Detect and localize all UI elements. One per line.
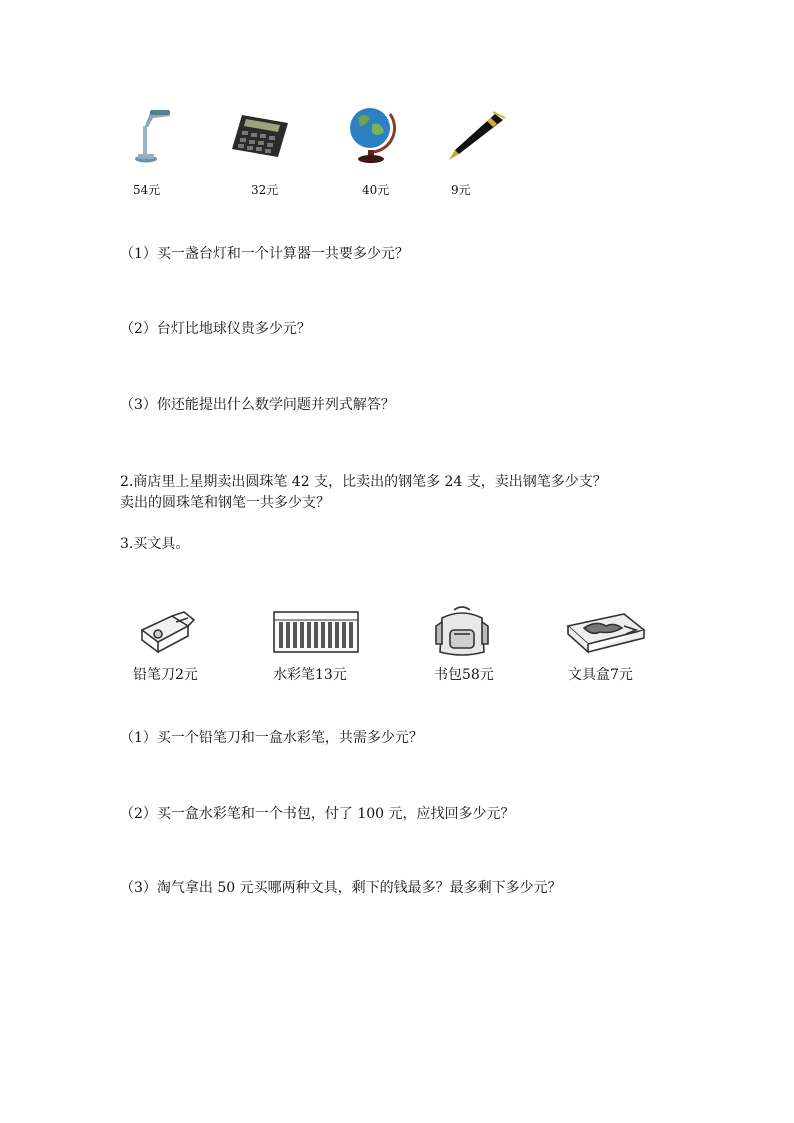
calculator-icon <box>230 113 290 159</box>
desk-lamp-icon <box>130 108 172 164</box>
label-pencil-case: 文具盒7元 <box>568 667 633 683</box>
pencil-case-icon <box>566 612 646 654</box>
price-globe: 40元 <box>362 183 390 197</box>
pencil-sharpener-icon <box>138 608 196 654</box>
problem-3-title: 3.买文具。 <box>120 536 190 552</box>
problem-2-line2: 卖出的圆珠笔和钢笔一共多少支？ <box>120 495 330 511</box>
problem-2-line1: 2.商店里上星期卖出圆珠笔 42 支，比卖出的钢笔多 24 支，卖出钢笔多少支？ <box>120 474 607 490</box>
label-school-bag: 书包58元 <box>434 667 494 683</box>
pen-icon <box>447 110 507 162</box>
price-calculator: 32元 <box>251 183 279 197</box>
question-3-3: （3）淘气拿出 50 元买哪两种文具，剩下的钱最多？最多剩下多少元？ <box>120 880 562 896</box>
price-lamp: 54元 <box>133 183 161 197</box>
label-pencil-sharpener: 铅笔刀2元 <box>133 667 198 683</box>
question-3-2: （2）买一盒水彩笔和一个书包，付了 100 元，应找回多少元？ <box>120 806 515 822</box>
school-bag-icon <box>432 604 492 658</box>
question-1-1: （1）买一盏台灯和一个计算器一共要多少元？ <box>120 246 409 262</box>
question-3-1: （1）买一个铅笔刀和一盒水彩笔，共需多少元？ <box>120 730 423 746</box>
question-1-3: （3）你还能提出什么数学问题并列式解答？ <box>120 397 395 413</box>
globe-icon <box>346 104 398 164</box>
watercolor-pens-icon <box>272 610 360 654</box>
label-watercolor-pens: 水彩笔13元 <box>273 667 347 683</box>
question-1-2: （2）台灯比地球仪贵多少元？ <box>120 321 311 337</box>
price-pen: 9元 <box>451 183 471 197</box>
